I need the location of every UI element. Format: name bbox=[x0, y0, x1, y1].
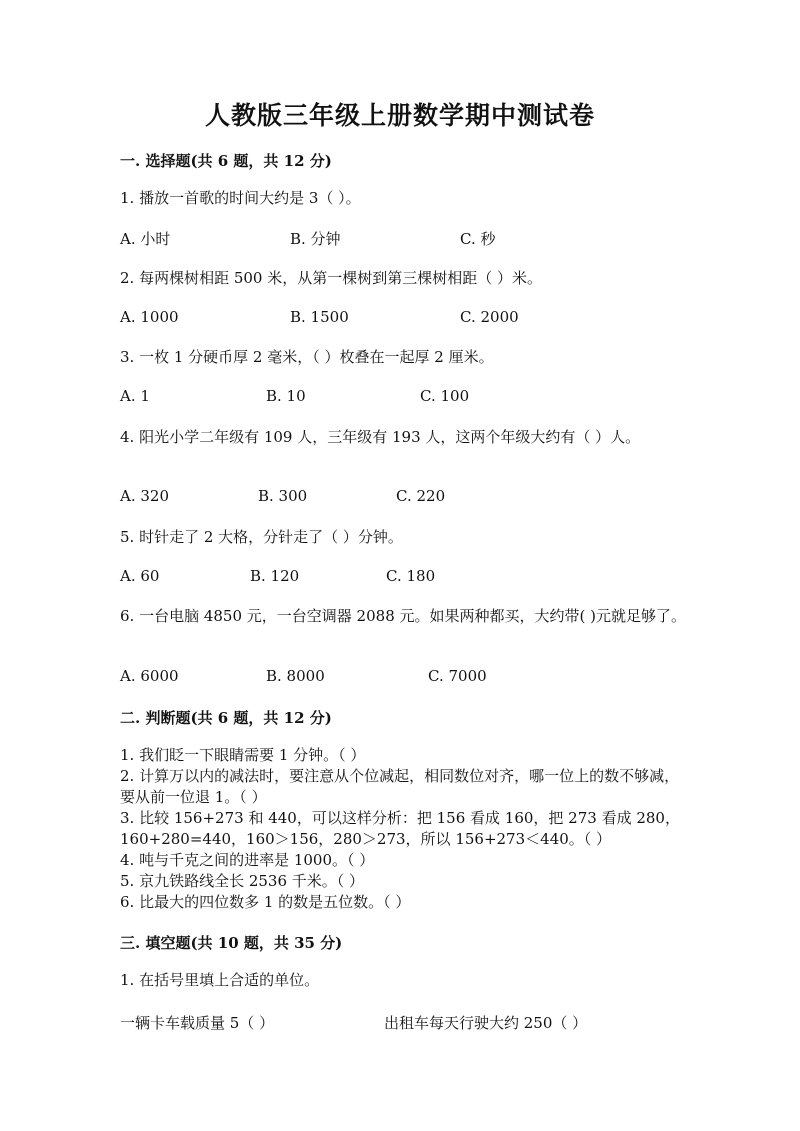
question-1: 1. 播放一首歌的时间大约是 3（ ）。 bbox=[120, 189, 361, 207]
fill-question-1: 1. 在括号里填上合适的单位。 bbox=[120, 971, 320, 989]
option-6a: A. 6000 bbox=[120, 667, 179, 685]
option-4c: C. 220 bbox=[396, 487, 446, 505]
option-4a: A. 320 bbox=[120, 487, 169, 505]
option-5b: B. 120 bbox=[250, 567, 300, 585]
question-5: 5. 时针走了 2 大格，分针走了（ ）分钟。 bbox=[120, 528, 403, 546]
judgment-item-3: 3. 比较 156+273 和 440，可以这样分析：把 156 看成 160，把 273 看成 280，160+280=440，160＞156，280＞273，所以 156+273＜440。（ ） bbox=[120, 809, 680, 848]
question-4: 4. 阳光小学二年级有 109 人，三年级有 193 人，这两个年级大约有（ ）人。 bbox=[120, 428, 641, 446]
option-6b: B. 8000 bbox=[266, 667, 325, 685]
option-6c: C. 7000 bbox=[428, 667, 487, 685]
option-1b: B. 分钟 bbox=[290, 230, 341, 248]
option-4b: B. 300 bbox=[258, 487, 308, 505]
option-3b: B. 10 bbox=[266, 387, 306, 405]
question-6: 6. 一台电脑 4850 元，一台空调器 2088 元。如果两种都买，大约带( )元就足够了。 bbox=[120, 607, 686, 625]
judgment-item-5: 5. 京九铁路线全长 2536 千米。（ ） bbox=[120, 872, 365, 890]
option-2a: A. 1000 bbox=[120, 308, 179, 326]
option-5c: C. 180 bbox=[386, 567, 436, 585]
option-5a: A. 60 bbox=[120, 567, 160, 585]
section-heading-choice: 一. 选择题(共 6 题，共 12 分) bbox=[120, 152, 332, 170]
question-2: 2. 每两棵树相距 500 米，从第一棵树到第三棵树相距（ ）米。 bbox=[120, 269, 543, 287]
section-heading-judgment: 二. 判断题(共 6 题，共 12 分) bbox=[120, 709, 332, 727]
option-3a: A. 1 bbox=[120, 387, 150, 405]
section-heading-fill: 三. 填空题(共 10 题，共 35 分) bbox=[120, 934, 343, 952]
fill-blank-truck: 一辆卡车载质量 5（ ） bbox=[120, 1014, 275, 1032]
judgment-item-1: 1. 我们眨一下眼睛需要 1 分钟。（ ） bbox=[120, 746, 366, 764]
option-3c: C. 100 bbox=[420, 387, 470, 405]
judgment-item-6: 6. 比最大的四位数多 1 的数是五位数。（ ） bbox=[120, 893, 411, 911]
question-3: 3. 一枚 1 分硬币厚 2 毫米，（ ）枚叠在一起厚 2 厘米。 bbox=[120, 348, 494, 366]
option-1a: A. 小时 bbox=[120, 230, 171, 248]
option-1c: C. 秒 bbox=[460, 230, 496, 248]
fill-blank-taxi: 出租车每天行驶大约 250（ ） bbox=[384, 1014, 588, 1032]
judgment-item-4: 4. 吨与千克之间的进率是 1000。（ ） bbox=[120, 851, 375, 869]
judgment-item-2: 2. 计算万以内的减法时，要注意从个位减起，相同数位对齐，哪一位上的数不够减，要从前一位退 1。（ ） bbox=[120, 767, 680, 806]
option-2c: C. 2000 bbox=[460, 308, 519, 326]
option-2b: B. 1500 bbox=[290, 308, 349, 326]
page-title: 人教版三年级上册数学期中测试卷 bbox=[204, 101, 595, 130]
